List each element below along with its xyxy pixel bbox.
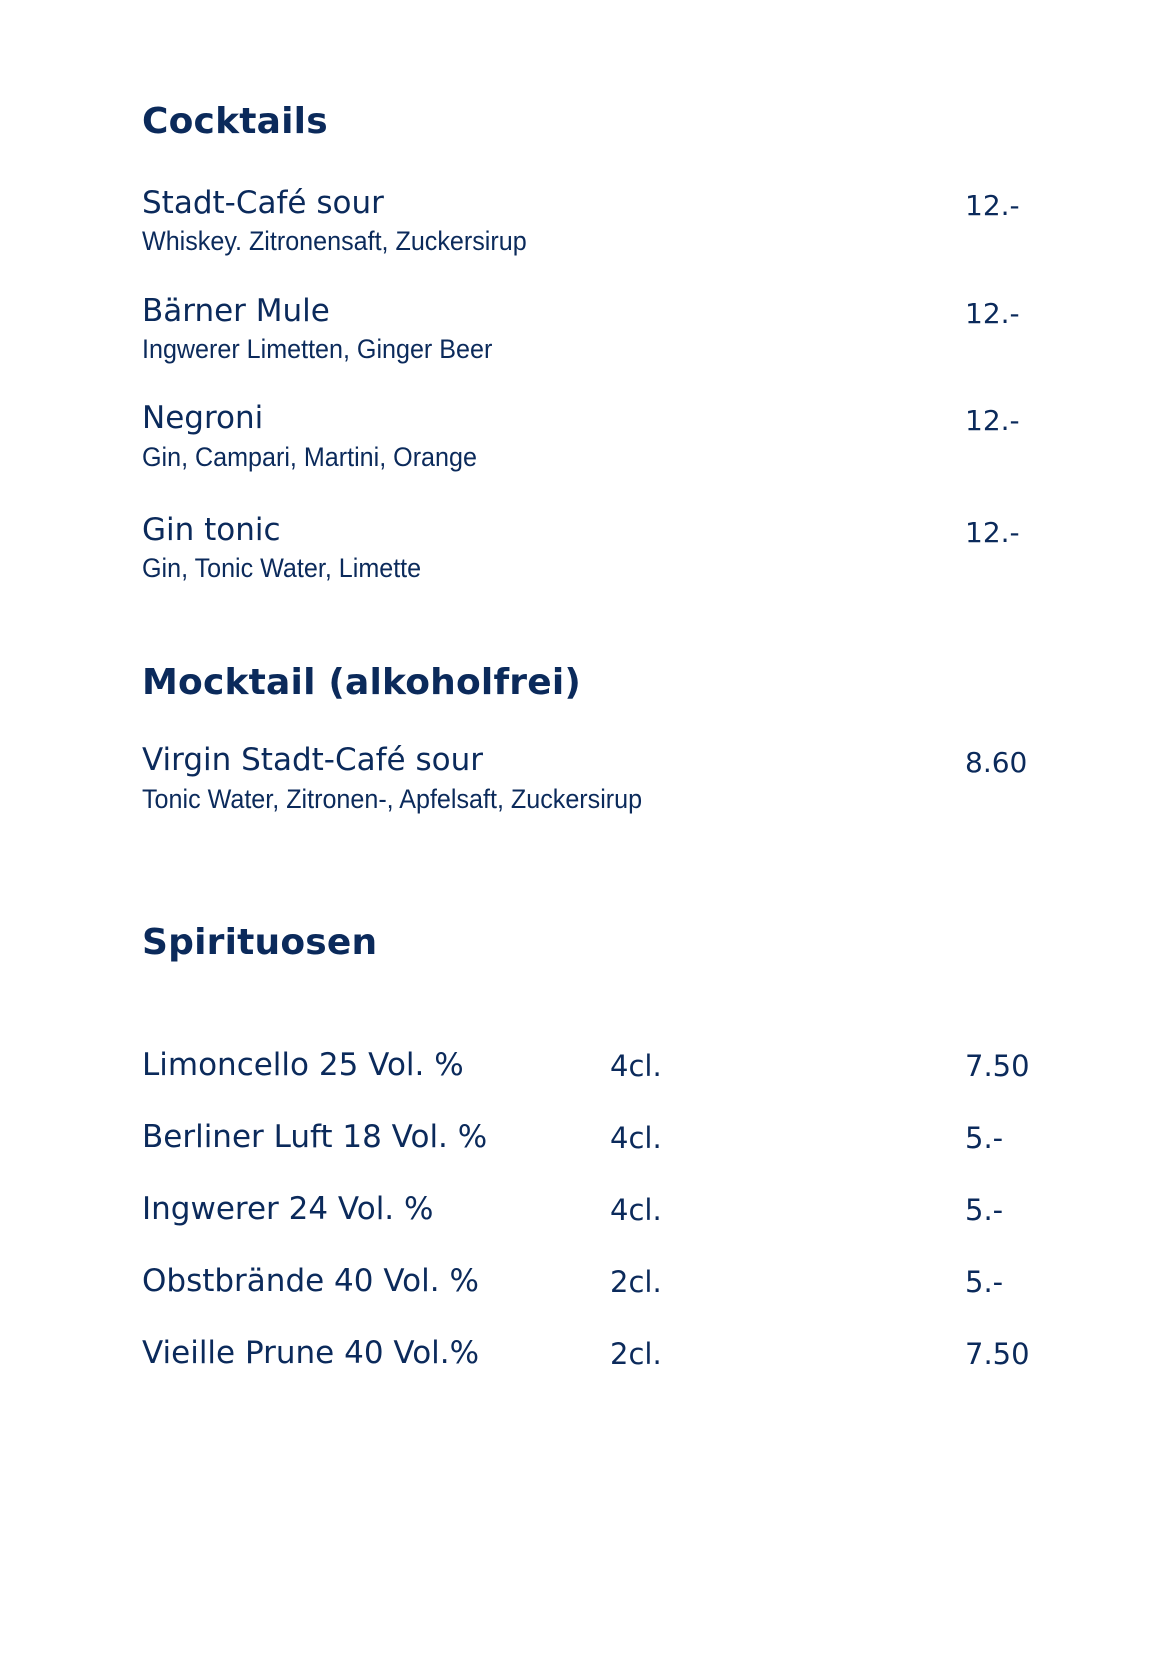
spirit-name: Obstbrände 40 Vol. % (142, 1263, 479, 1299)
item-name: Negroni (142, 400, 264, 436)
spirit-price: 5.- (965, 1265, 1004, 1299)
item-name: Stadt-Café sour (142, 185, 384, 221)
section-title-spirituosen: Spirituosen (142, 922, 378, 963)
spirit-volume: 4cl. (610, 1121, 662, 1155)
item-price: 12.- (965, 404, 1020, 437)
item-price: 12.- (965, 189, 1020, 222)
spirit-volume: 4cl. (610, 1193, 662, 1227)
spirit-volume: 4cl. (610, 1049, 662, 1083)
section-title-cocktails: Cocktails (142, 101, 328, 142)
item-description: Gin, Campari, Martini, Orange (142, 442, 477, 472)
spirit-name: Limoncello 25 Vol. % (142, 1047, 464, 1083)
item-price: 8.60 (965, 746, 1028, 779)
item-description: Whiskey. Zitronensaft, Zuckersirup (142, 226, 527, 256)
item-price: 12.- (965, 516, 1020, 549)
item-name: Gin tonic (142, 512, 281, 548)
spirit-volume: 2cl. (610, 1265, 662, 1299)
item-price: 12.- (965, 297, 1020, 330)
spirit-price: 5.- (965, 1193, 1004, 1227)
section-title-mocktail: Mocktail (alkoholfrei) (142, 662, 582, 703)
item-description: Gin, Tonic Water, Limette (142, 553, 422, 583)
spirit-name: Ingwerer 24 Vol. % (142, 1191, 434, 1227)
spirit-price: 7.50 (965, 1337, 1030, 1371)
spirit-price: 7.50 (965, 1049, 1030, 1083)
item-description: Ingwerer Limetten, Ginger Beer (142, 334, 493, 364)
spirit-volume: 2cl. (610, 1337, 662, 1371)
spirit-name: Vieille Prune 40 Vol.% (142, 1335, 480, 1371)
item-description: Tonic Water, Zitronen-, Apfelsaft, Zuckersirup (142, 784, 643, 814)
spirit-name: Berliner Luft 18 Vol. % (142, 1119, 488, 1155)
spirit-price: 5.- (965, 1121, 1004, 1155)
item-name: Bärner Mule (142, 293, 330, 329)
item-name: Virgin Stadt-Café sour (142, 742, 483, 778)
